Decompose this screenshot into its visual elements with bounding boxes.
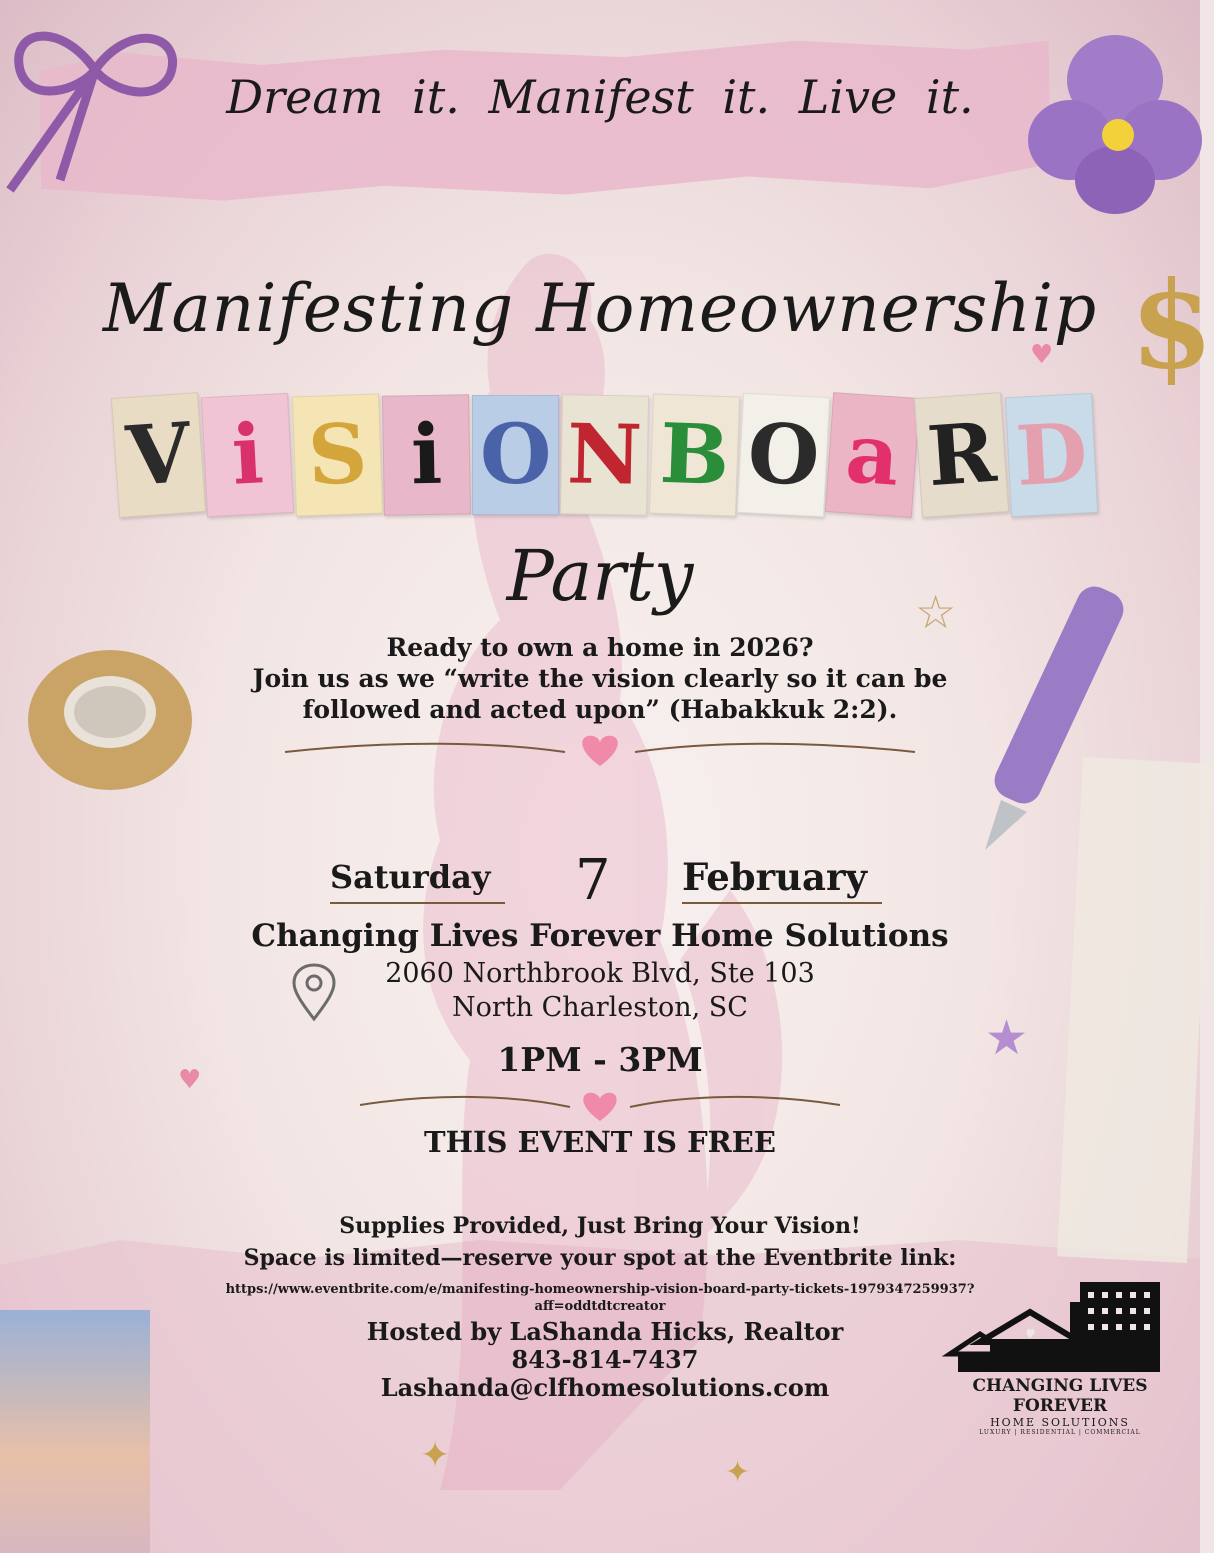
vision-board-letter: D — [1005, 393, 1098, 517]
event-title: Manifesting Homeownership — [102, 270, 1098, 347]
heart-divider-2 — [355, 1085, 845, 1125]
building-icon — [930, 1282, 1190, 1372]
vision-board-letter: R — [914, 392, 1009, 518]
host-phone: 843-814-7437 — [511, 1345, 699, 1374]
logo-name: CHANGING LIVES FOREVER — [972, 1376, 1148, 1416]
date-day: 7 — [575, 848, 611, 913]
date-month: February — [682, 855, 868, 899]
intro-line-3: followed and acted upon” (Habakkuk 2:2). — [302, 695, 898, 724]
event-date — [0, 850, 1200, 920]
free-event-notice: THIS EVENT IS FREE — [424, 1125, 776, 1159]
flower-icon — [1030, 30, 1200, 220]
intro-line-2: Join us as we “write the vision clearly so it can be — [252, 664, 948, 693]
supplies-note: Supplies Provided, Just Bring Your Vision! — [339, 1213, 861, 1239]
vision-board-letter: i — [382, 394, 471, 516]
url-line-2[interactable]: aff=oddtdtcreator — [534, 1299, 666, 1314]
vision-board-letter: V — [111, 392, 206, 518]
star-icon: ✦ — [420, 1435, 451, 1476]
vision-board-letter: a — [825, 392, 920, 518]
vision-board-letter: i — [201, 393, 294, 517]
host-name: Hosted by LaShanda Hicks, Realtor — [366, 1317, 844, 1346]
date-weekday: Saturday — [330, 858, 491, 896]
party-heading: Party — [506, 535, 694, 617]
host-email: Lashanda@clfhomesolutions.com — [380, 1373, 830, 1402]
heart-icon: ♥ — [178, 1065, 202, 1095]
address-street: 2060 Northbrook Blvd, Ste 103 — [385, 958, 815, 989]
star-icon: ✦ — [725, 1455, 751, 1490]
logo-subtitle: HOME SOLUTIONS — [990, 1416, 1130, 1429]
heart-icon: ♥ — [1030, 340, 1054, 370]
vision-board-letter: O — [737, 393, 830, 517]
heart-icon — [583, 1093, 616, 1121]
heart-icon — [582, 736, 618, 766]
logo-tagline: LUXURY | RESIDENTIAL | COMMERCIAL — [979, 1429, 1141, 1436]
intro-text — [0, 632, 1200, 725]
event-time: 1PM - 3PM — [497, 1040, 703, 1079]
vision-board-letter: N — [560, 394, 649, 516]
star-icon: ★ — [985, 1010, 1029, 1066]
url-line-1[interactable]: https://www.eventbrite.com/e/manifesting-homeownership-vision-board-party-tickets-1979347259937? — [225, 1282, 975, 1297]
address-city: North Charleston, SC — [452, 992, 748, 1023]
heart-divider — [275, 730, 925, 770]
dollar-sign-icon: $ — [1130, 255, 1214, 396]
reservation-note: Space is limited—reserve your spot at the Eventbrite link: — [243, 1245, 957, 1271]
vision-board-letter: S — [291, 394, 382, 517]
star-icon: ☆ — [915, 585, 957, 639]
vision-board-letter: O — [472, 395, 559, 515]
vision-board-letter: B — [649, 394, 740, 517]
vision-board-heading — [115, 395, 1095, 515]
company-logo — [925, 1282, 1195, 1436]
intro-line-1: Ready to own a home in 2026? — [386, 633, 814, 662]
tagline: Dream it. Manifest it. Live it. — [226, 70, 974, 124]
venue-name: Changing Lives Forever Home Solutions — [251, 918, 949, 954]
